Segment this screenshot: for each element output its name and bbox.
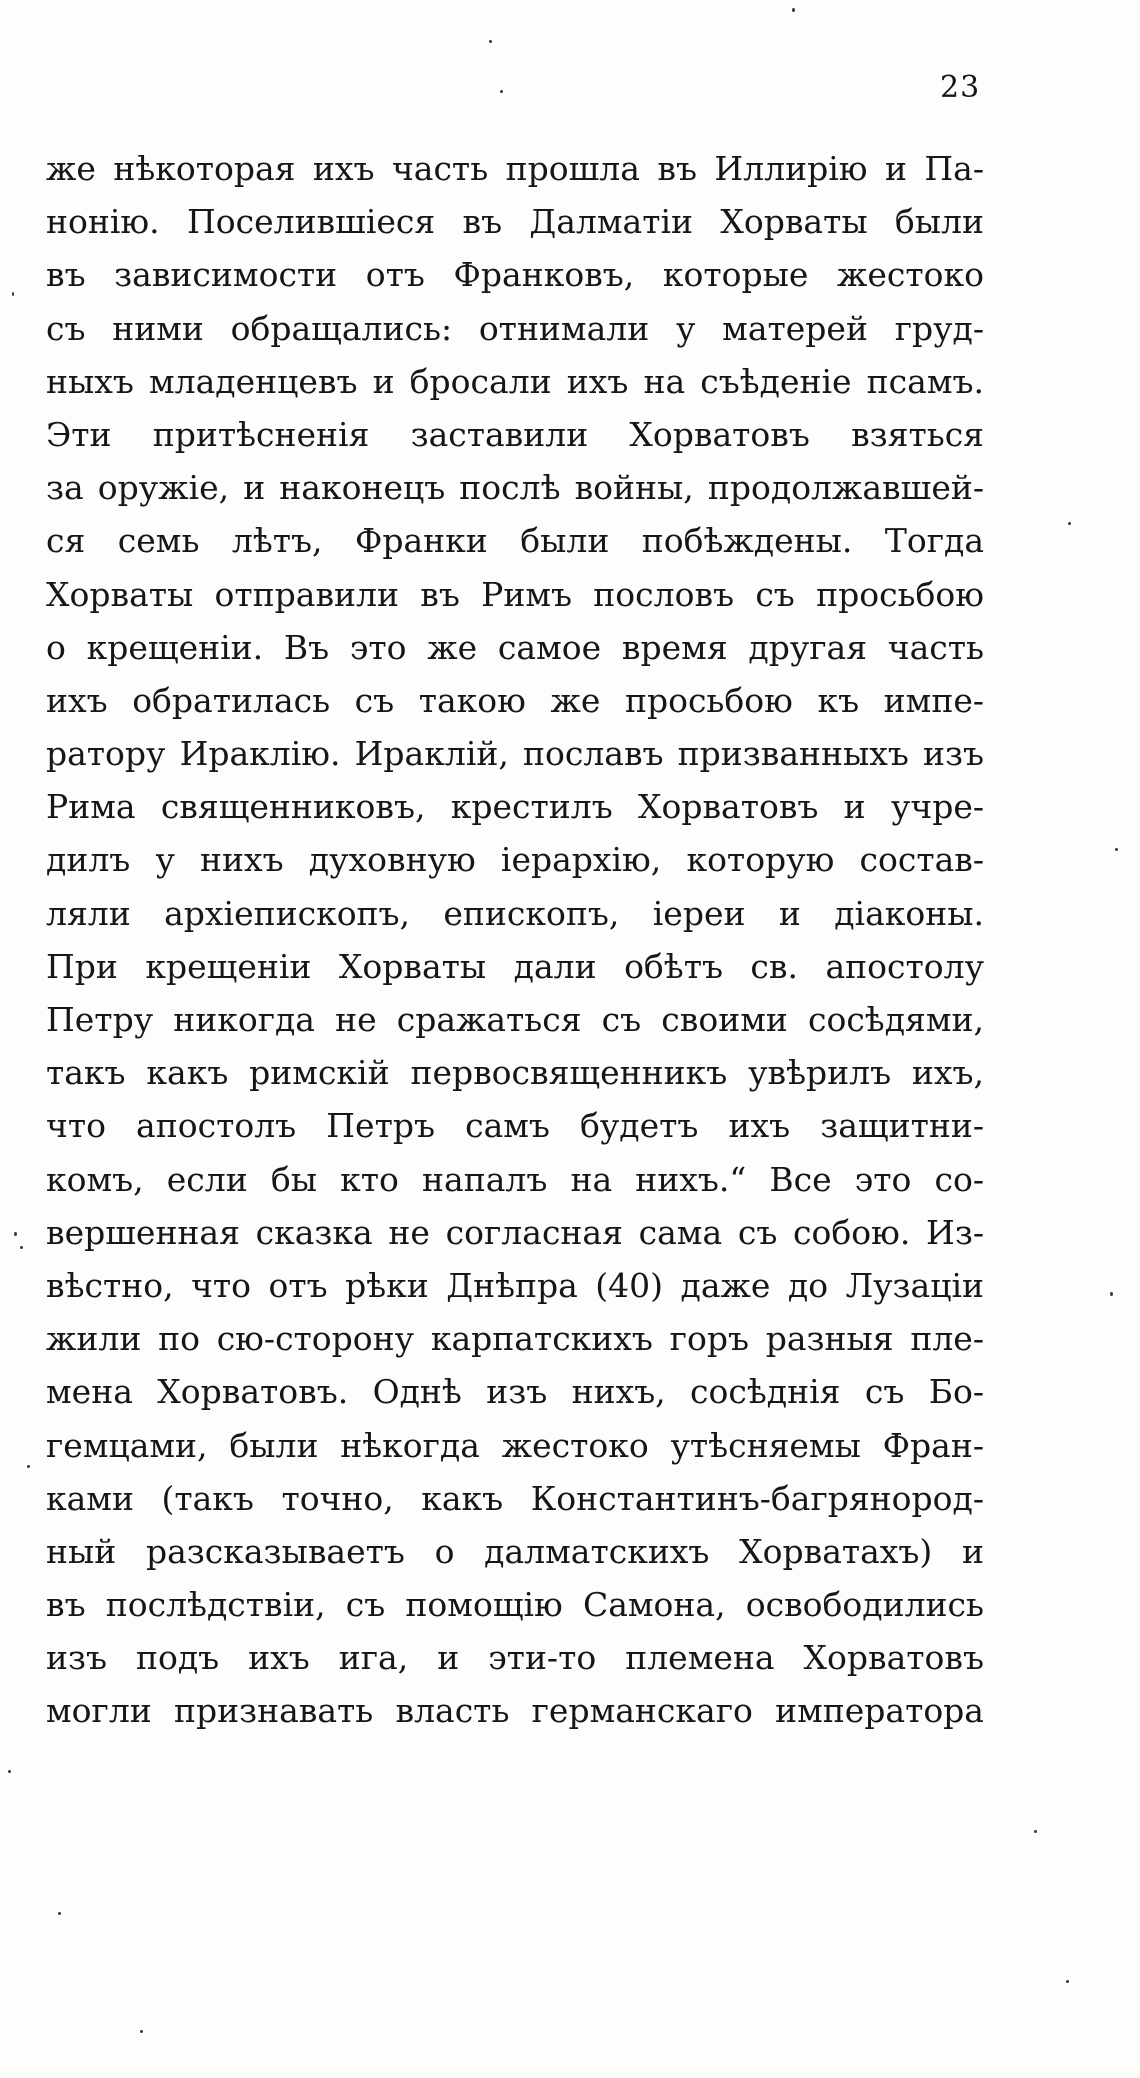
scan-speck	[1066, 1980, 1069, 1983]
text-line: такъ какъ римскій первосвященникъ увѣрилъ ихъ,	[46, 1053, 984, 1093]
text-line: могли признавать власть германскаго императора	[46, 1691, 984, 1731]
text-line: ками (такъ точно, какъ Константинъ-багрянород-	[46, 1478, 984, 1518]
scan-speck	[12, 292, 14, 296]
text-line: вѣстно, что отъ рѣки Днѣпра (40) даже до Лузаціи	[46, 1265, 984, 1305]
scan-speck	[1115, 848, 1118, 851]
text-line: ныхъ младенцевъ и бросали ихъ на съѣденіе псамъ.	[46, 361, 984, 401]
text-line: вершенная сказка не согласная сама съ собою. Из-	[46, 1212, 984, 1252]
scan-speck	[1068, 522, 1071, 525]
text-line: нонію. Поселившіеся въ Далматіи Хорваты были	[46, 202, 984, 242]
scan-speck	[500, 90, 503, 93]
scan-speck	[489, 40, 492, 43]
text-line: Рима священниковъ, крестилъ Хорватовъ и учре-	[46, 787, 984, 827]
text-line: дилъ у нихъ духовную іерархію, которую состав-	[46, 840, 984, 880]
text-line: о крещеніи. Въ это же самое время другая часть	[46, 627, 984, 667]
text-line: ся семь лѣтъ, Франки были побѣждены. Тогда	[46, 521, 984, 561]
scan-speck	[20, 1246, 23, 1249]
text-line: жили по сю-сторону карпатскихъ горъ разныя пле-	[46, 1319, 984, 1359]
text-line: Хорваты отправили въ Римъ пословъ съ просьбою	[46, 574, 984, 614]
text-line: ляли архіепископъ, епископъ, іереи и діаконы.	[46, 893, 984, 933]
text-line: въ послѣдствіи, съ помощію Самона, освободились	[46, 1585, 984, 1625]
text-line: что апостолъ Петръ самъ будетъ ихъ защитни-	[46, 1106, 984, 1146]
text-line: Эти притѣсненія заставили Хорватовъ взяться	[46, 414, 984, 454]
text-line: въ зависимости отъ Франковъ, которые жестоко	[46, 255, 984, 295]
text-line: гемцами, были нѣкогда жестоко утѣсняемы Фран-	[46, 1425, 984, 1465]
scan-speck	[14, 1232, 17, 1236]
text-line: мена Хорватовъ. Однѣ изъ нихъ, сосѣднія съ Бо-	[46, 1372, 984, 1412]
scan-speck	[58, 1912, 61, 1915]
text-line: ный разсказываетъ о далматскихъ Хорватахъ) и	[46, 1531, 984, 1571]
text-line: изъ подъ ихъ ига, и эти-то племена Хорватовъ	[46, 1638, 984, 1678]
scan-speck	[140, 2030, 143, 2033]
scan-speck	[8, 1770, 11, 1773]
body-text	[46, 142, 984, 1738]
text-line: Петру никогда не сражаться съ своими сосѣдями,	[46, 1000, 984, 1039]
text-line: за оружіе, и наконецъ послѣ войны, продолжавшей-	[46, 468, 984, 508]
text-line: При крещеніи Хорваты дали обѣтъ св. апостолу	[46, 946, 984, 986]
text-line: ратору Ираклію. Ираклій, пославъ призванныхъ изъ	[46, 734, 984, 774]
scan-speck	[1110, 1292, 1113, 1296]
page-number: 23	[940, 70, 981, 105]
text-line: съ ними обращались: отнимали у матерей груд-	[46, 308, 984, 348]
text-line: комъ, если бы кто напалъ на нихъ.“ Все это со-	[46, 1159, 984, 1199]
scan-speck	[1034, 1830, 1037, 1833]
scan-speck	[792, 8, 795, 12]
scan-speck	[27, 1465, 30, 1468]
text-line: ихъ обратилась съ такою же просьбою къ импе-	[46, 680, 984, 720]
text-line: же нѣкоторая ихъ часть прошла въ Иллирію и Па-	[46, 149, 984, 188]
